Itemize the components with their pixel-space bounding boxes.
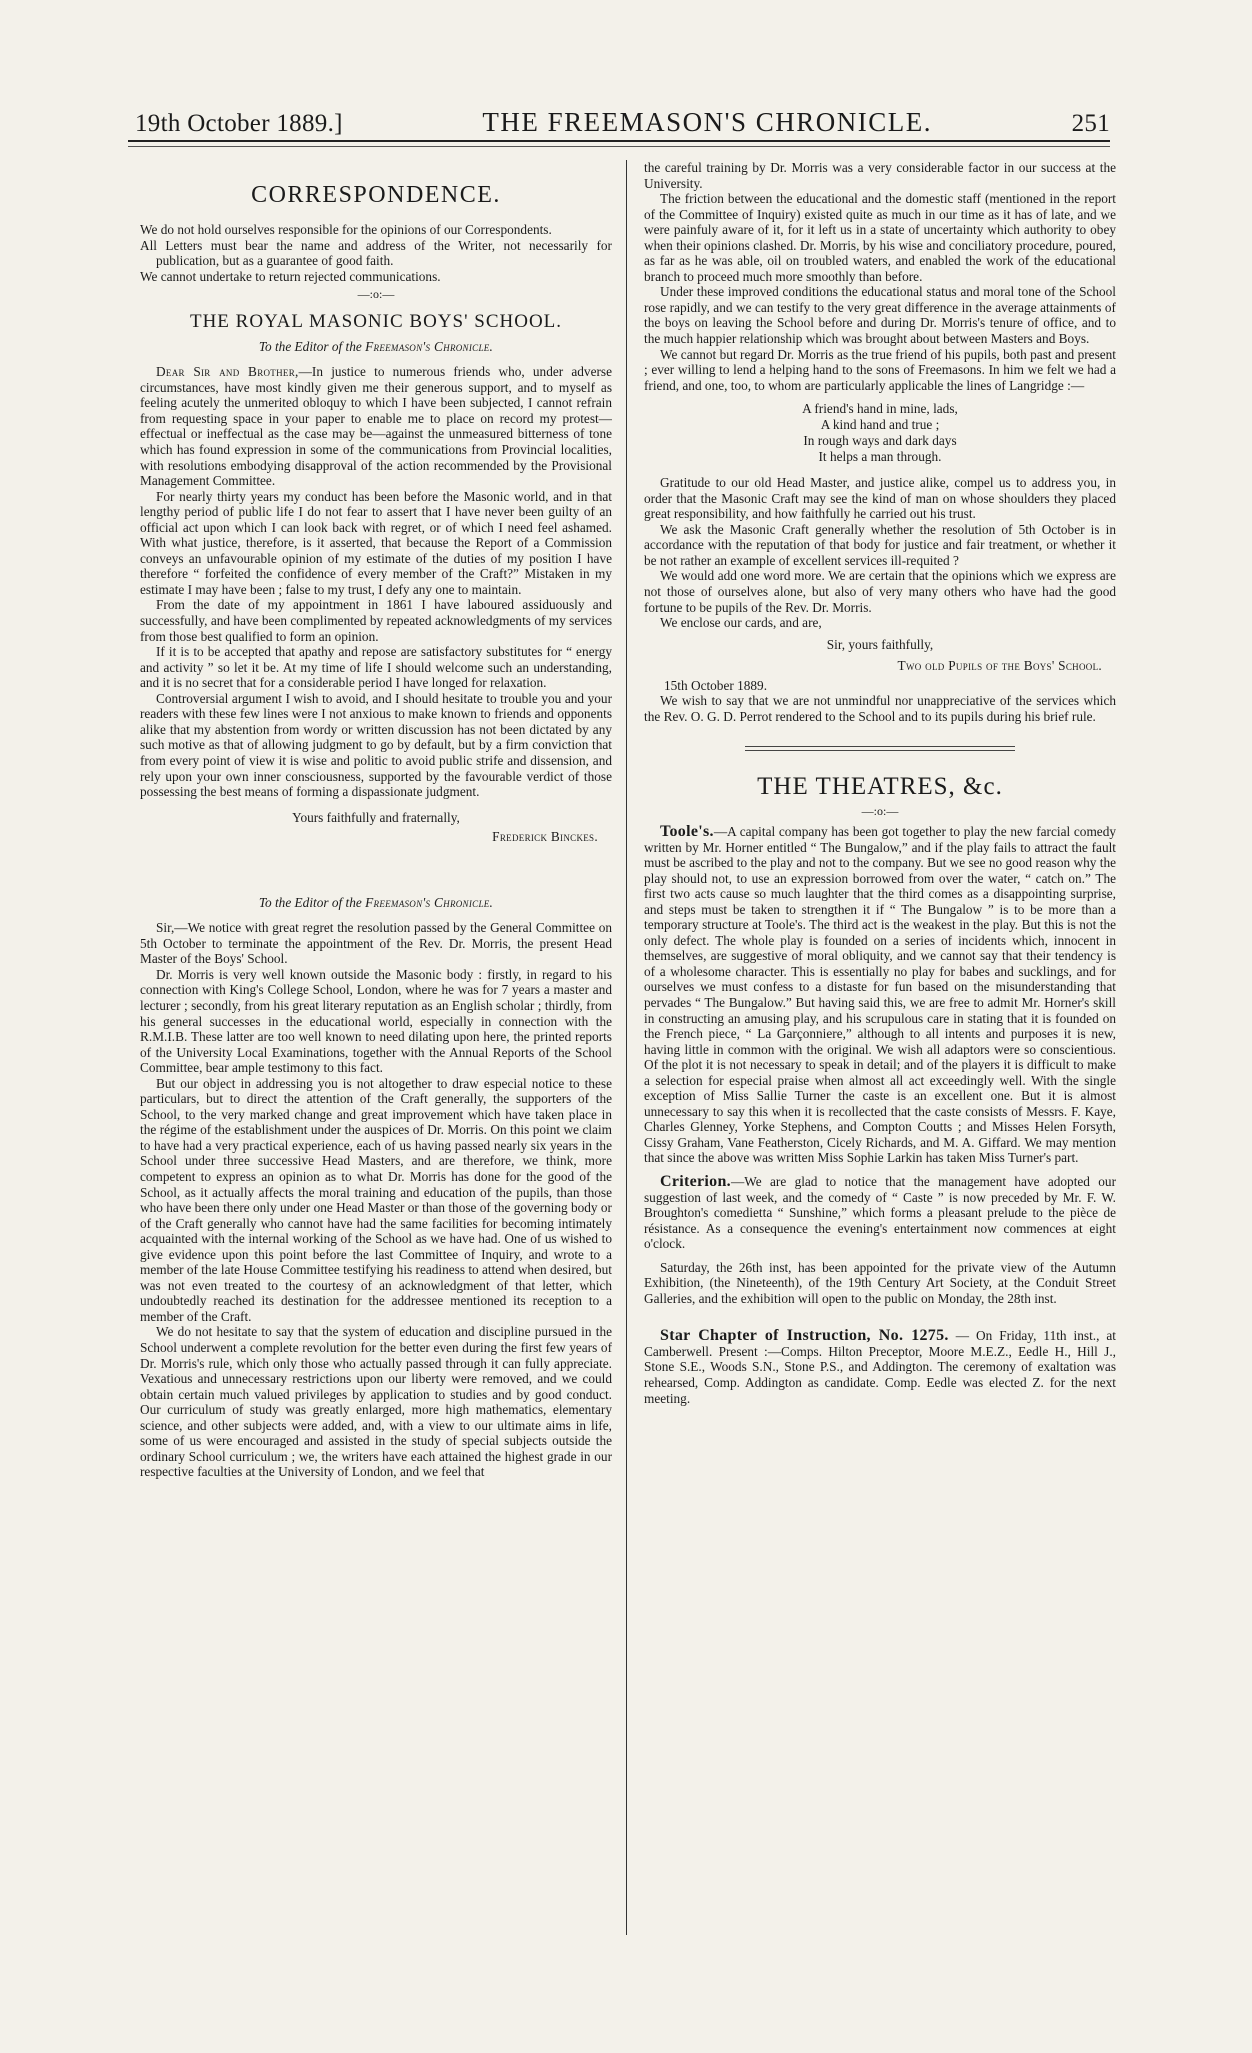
right-column <box>644 160 1116 1940</box>
paragraph: We cannot but regard Dr. Morris as the true friend of his pupils, both past and present ; ever willing to lend a helping hand to the sons of Freemasons. In him we felt we had a friend, and one, too, to whom are particularly applicable the lines of Langridge :— <box>644 346 1116 393</box>
paragraph: Under these improved conditions the educational status and moral tone of the School rose rapidly, and we can testify to the very great difference in the average attainments of the boys on leaving the School before and during Dr. Morris's tenure of office, and to the much happier relationship which was brought about between Masters and Boys. <box>644 284 1116 347</box>
paragraph: From the date of my appointment in 1861 I have laboured assiduously and successfully, and have been complimented by repeated acknowledgments of my services from those best qualified to form an opinion. <box>140 597 612 644</box>
left-column <box>140 160 612 1940</box>
paragraph-text: —In justice to numerous friends who, under adverse circumstances, have most kindly given me their generous support, and to myself as feeling acutely the unmerited obloquy to which I have been subjected, I cannot refrain from requesting space in your paper to enable me to place on record my protest—effectual or ineffectual as the case may be—against the unmeasured bitterness of tone which has found expression in some of the communications from Provincial localities, with resolutions embodying disapproval of the action recommended by the Provisional Management Committee. <box>140 364 612 489</box>
poem-line: A kind hand and true ; <box>820 417 940 433</box>
publication-name: Freemason's Chronicle. <box>365 894 494 910</box>
paragraph: We would add one word more. We are certain that the opinions which we express are not those of ourselves alone, but also of very many others who have had the good fortune to be pupils of the Rev. Dr. Morris. <box>644 568 1116 615</box>
column-divider <box>626 160 627 1935</box>
publication-name: Freemason's Chronicle. <box>365 338 494 354</box>
poem-line: A friend's hand in mine, lads, <box>802 401 958 417</box>
publication-title: THE FREEMASON'S CHRONICLE. <box>482 107 932 137</box>
notice: All Letters must bear the name and address of the Writer, not necessarily for publication, but as a guarantee of good faith. <box>140 237 612 269</box>
paragraph: Dr. Morris is very well known outside the Masonic body : firstly, in regard to his connection with King's College School, London, where he was for 7 years a master and lecturer ; secondly, from his great literary reputation as an English scholar ; thirdly, from his general successes in the educational world, especially in connection with the R.M.I.B. These latter are too well known to need dilating upon here, the printed reports of the University Local Examinations, together with the Annual Reports of the School Committee, bear ample testimony to this fact. <box>140 966 612 1076</box>
paragraph: For nearly thirty years my conduct has been before the Masonic world, and in that lengthy period of public life I do not fear to assert that I have never been guilty of an official act upon which I can look back with regret, or of which I need feel ashamed. With what justice, therefore, is it asserted, that because the Report of a Commission conveys an unfavourable opinion of my estimate of the duties of my position I have therefore “ forfeited the confidence of every member of the Craft?” Mistaken in my estimate I may have been ; false to my trust, I defy any one to maintain. <box>140 488 612 597</box>
paragraph-text: —We are glad to notice that the management have adopted our suggestion of last week, and the comedy of “ Caste ” is now preceded by Mr. F. W. Broughton's comedietta “ Sunshine,” which forms a pleasant prelude to the pièce de résistance. As a consequence the evening's entertainment now commences at eight o'clock. <box>644 1173 1116 1252</box>
theatres-heading: THE THEATRES, &c. <box>757 773 1003 801</box>
to-editor-line <box>140 339 612 355</box>
paragraph <box>644 824 1116 1166</box>
paragraph: Controversial argument I wish to avoid, and I should hesitate to trouble you and your readers with these few lines were I not anxious to make known to friends and opponents alike that my abstention from wordy or written discussion has not been dictated by any such motive as that of allowing judgment to go by default, but by a firm conviction that from every point of view it is wise and politic to avoid public strife and dissension, and rely upon your own inner consciousness, supported by the favourable verdict of those possessing the best means of forming a dispassionate judgment. <box>140 690 612 800</box>
to-editor-line <box>140 895 612 911</box>
paragraph: If it is to be accepted that apathy and repose are satisfactory substitutes for “ energy and activity ” so let it be. At my time of life I should welcome such an understanding, and it is no secret that for a considerable period I have longed for relaxation. <box>140 644 612 691</box>
postscript: We wish to say that we are not unmindful nor unappreciative of the services which the Rev. O. G. D. Perrot rendered to the School and to its pupils during his brief rule. <box>644 693 1116 724</box>
header-rule-thin <box>128 146 1110 147</box>
poem-line: It helps a man through. <box>818 449 942 465</box>
paragraph <box>644 1328 1116 1406</box>
to-editor-text: To the Editor of the <box>258 894 362 910</box>
notice: We do not hold ourselves responsible for the opinions of our Correspondents. <box>140 222 552 237</box>
page-number: 251 <box>1071 110 1110 137</box>
salutation: Dear Sir and Brother, <box>156 364 299 380</box>
header-rule <box>128 140 1110 142</box>
closing: Sir, yours faithfully, <box>826 636 934 652</box>
paragraph: The friction between the educational and the domestic staff (mentioned in the report of the Committee of Inquiry) existed quite as much in our time as it has of late, and we were painfuly aware of it, for it left us in a state of uncertainty which authority to obey when their opinions clashed. Dr. Morris, by his wise and conciliatory procedure, poured, as far as he was able, oil on troubled waters, and enabled the work of the educational branch to proceed much more smoothly than before. <box>644 191 1116 284</box>
ornament-divider: —:o:— <box>861 804 899 819</box>
paragraph: But our object in addressing you is not altogether to draw especial notice to these particulars, but to direct the attention of the Craft generally, the supporters of the School, to the very marked change and great improvement which have taken place in the régime of the establishment under the auspices of Dr. Morris. On this point we claim to have had a very practical experience, each of us having passed nearly six years in the School under three successive Head Masters, and are therefore, we think, more competent to express an opinion as to what Dr. Morris has done for the good of the School, as it actually affects the moral training and education of the pupils, than those who have been there only under one Head Master or than those of the governing body or of the Craft generally who cannot have had the same facilities for becoming intimately acquainted with the internal working of the School as we have had. One of us wished to give evidence upon this point before the last Committee of Inquiry, and wrote to a member of the late House Committee testifying his readiness to attend when desired, but was not even treated to the courtesy of an acknowledgment of that letter, which undoubtedly reached its destination for the addressee mentioned its reception to a member of the Craft. <box>140 1075 612 1324</box>
paragraph: Gratitude to our old Head Master, and justice alike, compel us to address you, in order that the Masonic Craft may see the kind of man on whose shoulders they placed great responsibility, and how faithfully he carried out his trust. <box>644 475 1116 522</box>
paragraph <box>140 364 612 488</box>
paragraph: We ask the Masonic Craft generally whether the resolution of 5th October is in accordance with the reputation of that body for justice and fair treatment, or whether it be not rather an example of excellent services ill-requited ? <box>644 521 1116 568</box>
letter-date: 15th October 1889. <box>664 677 768 693</box>
signature: Frederick Binckes. <box>492 829 598 845</box>
chapter-name: Star Chapter of Instruction, No. 1275. <box>660 1327 949 1345</box>
section-separator <box>745 746 1015 751</box>
to-editor-text: To the Editor of the <box>258 338 362 354</box>
closing: Yours faithfully and fraternally, <box>292 809 460 825</box>
paragraph-text: —A capital company has been got together to play the new farcial comedy written by Mr. Horner entitled “ The Bungalow,” and if the play fails to attract the fault must be ascribed to the play and not to the company. But we see no good reason why the play should not, to use an expression borrowed from over the water, “ catch on.” The first two acts cause so much laughter that the third comes as a disappointing surprise, and steps must be taken to strengthen it if “ The Bungalow ” is to be more than a temporary structure at Toole's. The third act is the weakest in the play. But this is not the only defect. The whole play is founded on a series of incidents which, innocent in themselves, are suggestive of moral obliquity, and we cannot say that their tendency is of a wholesome character. This is essentially no play for babes and sucklings, and for ourselves we must confess to a distaste for fun based on the misunderstanding that pervades “ The Bungalow.” But having said this, we are free to admit Mr. Horner's skill in constructing an amusing play, and his scrupulous care in stating that it is founded on the French piece, “ La Garçonniere,” although to all intents and purposes it is new, having little in common with the original. We wish all adaptors were so conscientious. Of the plot it is not necessary to speak in detail; and of the players it is difficult to make a selection for especial praise when almost all act exceedingly well. With the single exception of Miss Sallie Turner the caste is an excellent one. But it is almost unnecessary to say this when it is recollected that the caste consists of Messrs. F. Kaye, Charles Glenney, Yorke Stephens, and Compton Coutts ; and Misses Helen Forsyth, Cissy Graham, Vane Featherston, Cicely Richards, and M. A. Giffard. We may mention that since the above was written Miss Sophie Larkin has taken Miss Turner's part. <box>644 823 1116 1166</box>
theatre-name: Toole's. <box>660 822 714 840</box>
masthead <box>135 98 1110 138</box>
signature: Two old Pupils of the Boys' School. <box>897 658 1102 674</box>
paragraph: the careful training by Dr. Morris was a very considerable factor in our success at the University. <box>644 160 1116 191</box>
paragraph: We do not hesitate to say that the system of education and discipline pursued in the School underwent a complete revolution for the better even during the first few years of Dr. Morris's rule, which only those who actually passed through it can fully appreciate. Vexatious and unnecessary restrictions upon our liberty were removed, and we could obtain certain much valued privileges by application to studies and by good conduct. Our curriculum of study was greatly enlarged, more high mathematics, elementary science, and other subjects were added, and, with a view to our ultimate aims in life, some of us were encouraged and assisted in the study of special subjects outside the ordinary School curriculum ; we, the writers have each attained the highest grade in our respective faculties at the University of London, and we feel that <box>140 1324 612 1480</box>
poem <box>644 401 1116 465</box>
paragraph <box>644 1174 1116 1252</box>
notice: We cannot undertake to return rejected communications. <box>140 268 441 284</box>
paragraph: We enclose our cards, and are, <box>660 615 822 631</box>
poem-line: In rough ways and dark days <box>803 433 957 449</box>
ornament-divider: —:o:— <box>357 287 395 302</box>
paragraph-text: — On Friday, 11th inst., at Camberwell. Present :—Comps. Hilton Preceptor, Moore M.E.Z., Eedle H., Hill J., Stone S.E., Woods S.N., Stone P.S., and Addington. The ceremony of exaltation was rehearsed, Comp. Addington as candidate. Comp. Eedle was elected Z. for the next meeting. <box>644 1328 1116 1406</box>
issue-date: 19th October 1889.] <box>135 110 343 137</box>
paragraph: Saturday, the 26th inst, has been appointed for the private view of the Autumn Exhibition, (the Nineteenth), of the 19th Century Art Society, at the Conduit Street Galleries, and the exhibition will open to the public on Monday, the 28th inst. <box>644 1259 1116 1306</box>
article-heading: THE ROYAL MASONIC BOYS' SCHOOL. <box>189 310 563 332</box>
paragraph: Sir,—We notice with great regret the resolution passed by the General Committee on 5th October to terminate the appointment of the Rev. Dr. Morris, the present Head Master of the Boys' School. <box>140 920 612 967</box>
theatre-name: Criterion. <box>660 1172 731 1190</box>
correspondence-heading: CORRESPONDENCE. <box>251 182 501 208</box>
